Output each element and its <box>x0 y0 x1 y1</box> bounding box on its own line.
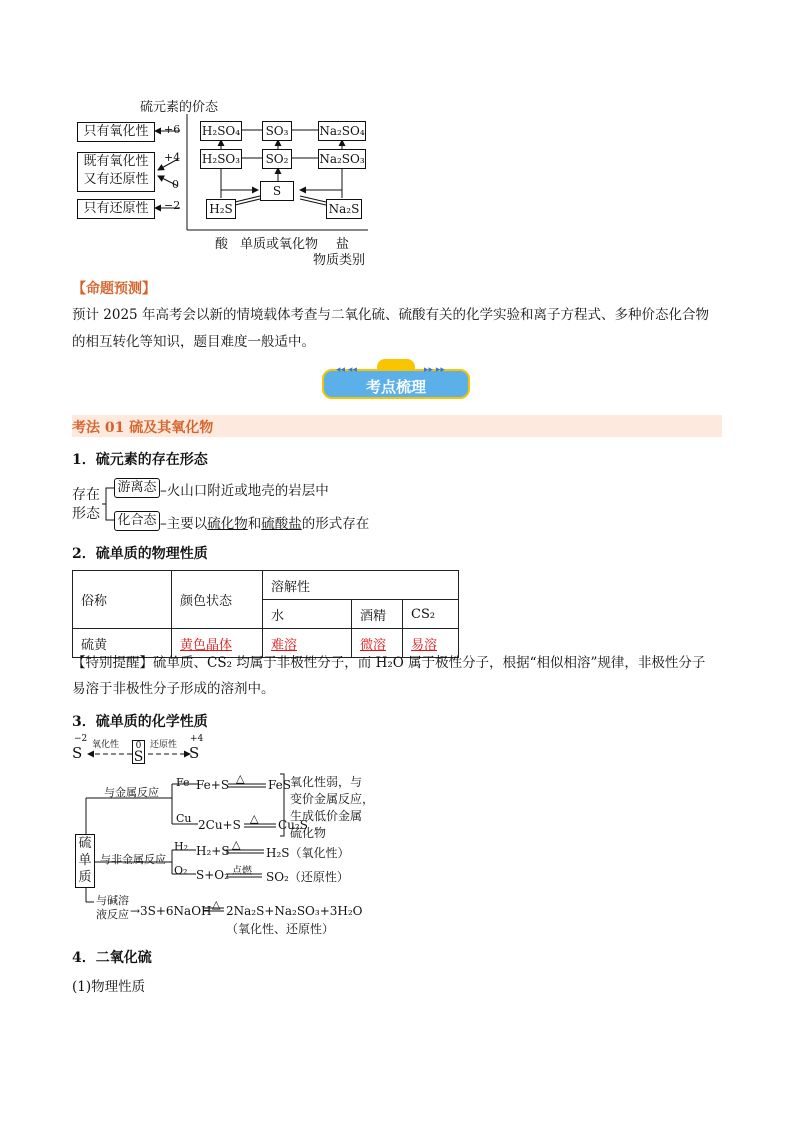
x-category: 单质或氧化物 <box>240 237 319 252</box>
species-s: S <box>260 181 294 201</box>
physical-properties-table <box>72 570 459 658</box>
s3-heading: 3．硫单质的化学性质 <box>72 714 208 730</box>
x-category: 盐 <box>336 237 350 252</box>
y-tick: +4 <box>164 151 181 164</box>
species-h2s: H₂S <box>206 199 236 219</box>
s3-base-label: 与碱溶 液反应 <box>96 894 129 921</box>
th-cs2: CS₂ <box>403 600 459 629</box>
s3-root-box: 硫 单 质 <box>75 834 95 888</box>
s3-metal-label: 与金属反应 <box>104 786 159 799</box>
s2-heading: 2．硫单质的物理性质 <box>72 546 208 562</box>
y-axis-title: 硫元素的价态 <box>140 100 219 115</box>
s1-left-1: 存在 <box>72 487 100 503</box>
s1-free-label: 游离态 <box>114 478 160 498</box>
th-water: 水 <box>263 600 352 629</box>
species-h2so3: H₂SO₃ <box>200 149 242 169</box>
prediction-heading: 【命题预测】 <box>72 281 156 297</box>
species-na2so3: Na₂SO₃ <box>318 149 366 169</box>
s1-left-2: 形态 <box>72 506 100 522</box>
s4-heading: 4．二氧化硫 <box>72 950 152 966</box>
species-so3: SO₃ <box>262 121 292 141</box>
y-tick: +6 <box>164 123 181 136</box>
label-both: 既有氧化性 又有还原性 <box>77 152 155 192</box>
banner-arrows-right: ▸▸ ▸▸ <box>424 365 445 375</box>
s1-heading: 1．硫元素的存在形态 <box>72 452 208 468</box>
s1-free-text: –火山口附近或地壳的岩层中 <box>160 483 329 499</box>
cell-ethanol: 微溶 <box>360 637 387 653</box>
th-name: 俗称 <box>73 571 172 629</box>
label-only-oxidizing: 只有氧化性 <box>77 122 155 142</box>
th-ethanol: 酒精 <box>352 600 403 629</box>
cell-color: 黄色晶体 <box>180 637 233 653</box>
banner-arrows-left: ◂◂ ◂◂ <box>336 365 357 375</box>
section-tag-text: 考法 01 硫及其氧化物 <box>72 420 214 436</box>
s4-sub: (1)物理性质 <box>72 979 146 995</box>
section-tag <box>72 415 722 437</box>
s3-nonmetal-label: 与非金属反应 <box>100 853 166 866</box>
species-so2: SO₂ <box>262 149 292 169</box>
cell-water: 难溶 <box>271 637 298 653</box>
s2-note: 【特别提醒】硫单质、CS₂ 均属于非极性分子，而 H₂O 属于极性分子，根据“相似相溶”规律，非极性分子 易溶于非极性分子形成的溶剂中。 <box>72 655 706 697</box>
s1-comb-text: –主要以硫化物和硫酸盐的形式存在 <box>160 516 370 532</box>
x-axis-title: 物质类别 <box>313 253 366 268</box>
y-tick: −2 <box>164 199 181 212</box>
cell-cs2: 易溶 <box>411 637 438 653</box>
y-tick: 0 <box>172 178 179 191</box>
s3-metal-note: 氧化性弱，与 变价金属反应， 生成低价金属 硫化物 <box>290 775 375 840</box>
species-h2so4: H₂SO₄ <box>200 121 242 141</box>
prediction-text: 预计 2025 年高考会以新的情境载体考查与二氧化硫、硫酸有关的化学实验和离子方程式、多种价态化合物的相互转化等知识，题目难度一般适中。 <box>72 307 709 350</box>
cell-name: 硫黄 <box>73 629 172 658</box>
th-solubility: 溶解性 <box>263 571 459 600</box>
s3-valence-box: 0 S <box>133 741 144 765</box>
s1-comb-label: 化合态 <box>114 511 160 531</box>
species-na2so4: Na₂SO₄ <box>318 121 366 141</box>
species-na2s: Na₂S <box>326 199 362 219</box>
label-only-reducing: 只有还原性 <box>77 199 155 219</box>
th-color: 颜色状态 <box>172 571 263 629</box>
x-category: 酸 <box>215 237 229 252</box>
banner-title: 考点梳理 <box>365 378 426 396</box>
